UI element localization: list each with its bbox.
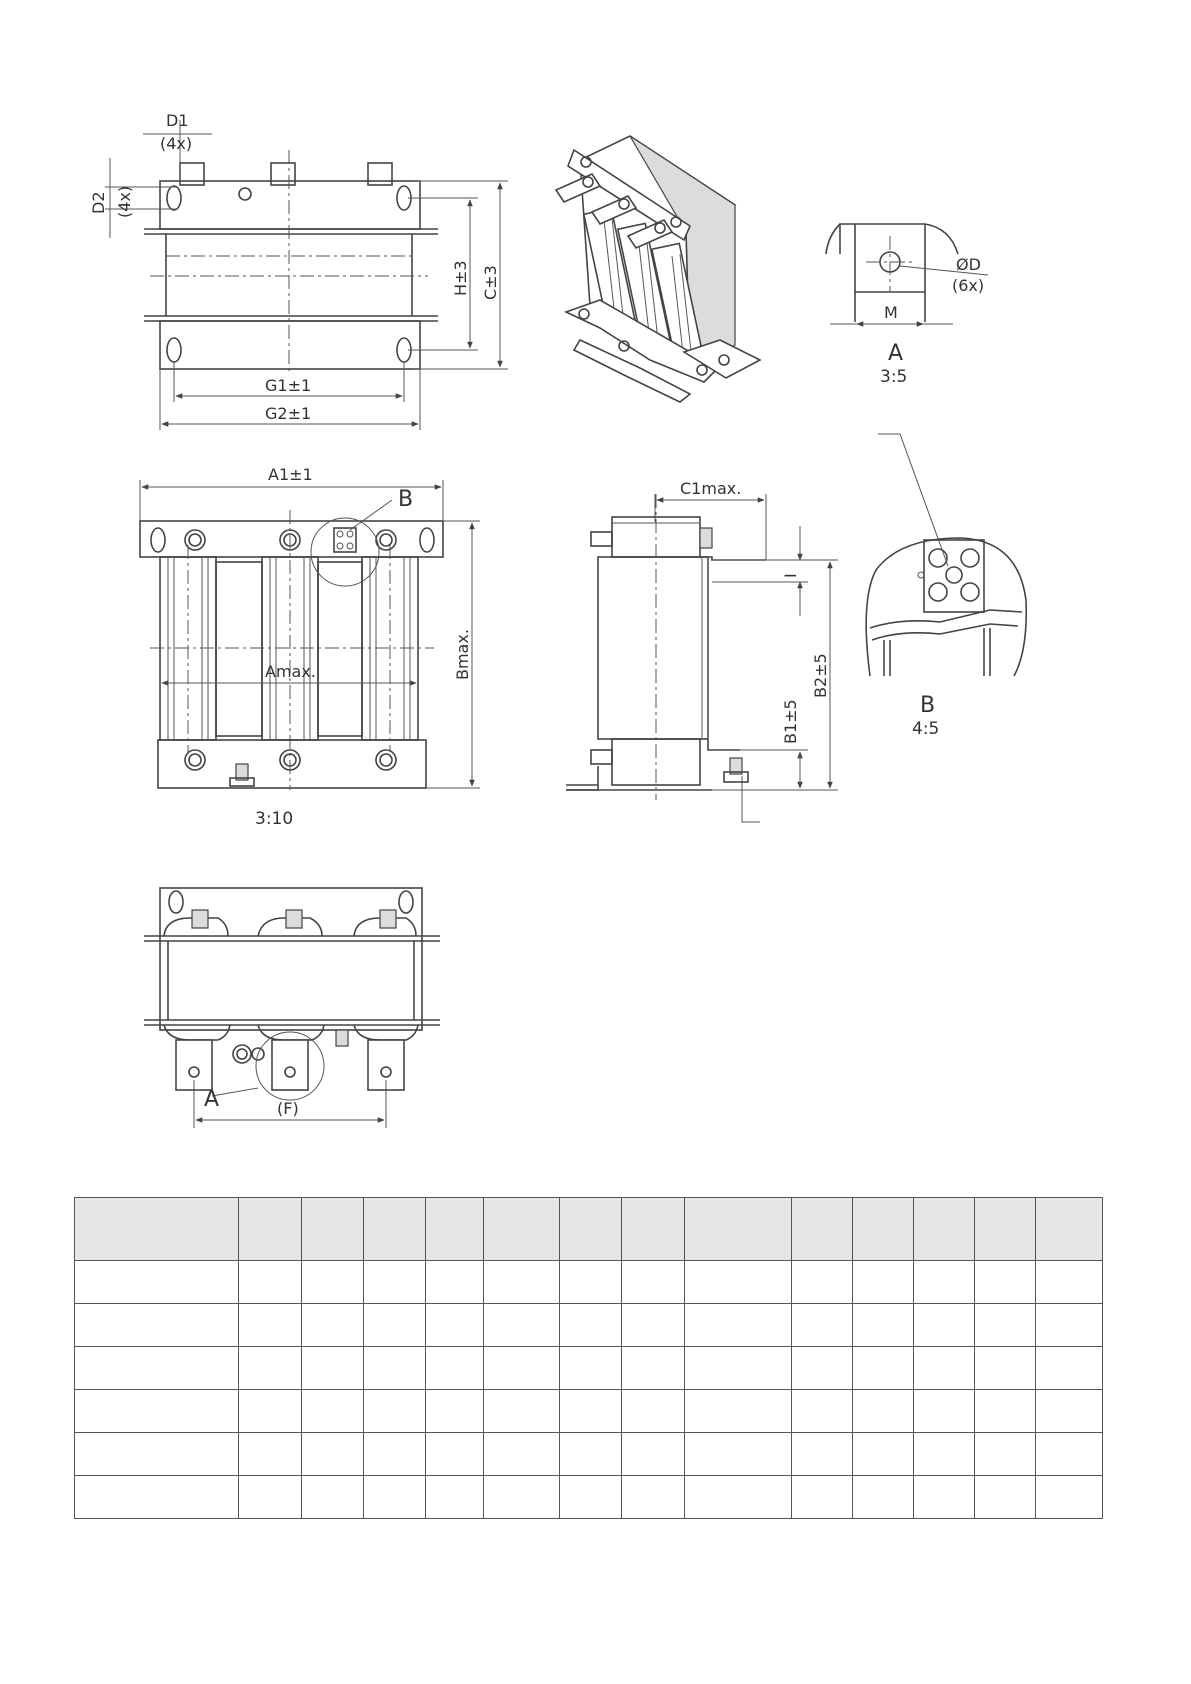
table-row: [75, 1476, 1103, 1519]
table-header-row: [75, 1198, 1103, 1261]
table-row: [75, 1304, 1103, 1347]
table-cell: [622, 1304, 685, 1347]
front-view-scale: 3:10: [255, 809, 294, 829]
table-cell: [622, 1433, 685, 1476]
table-cell: [852, 1433, 914, 1476]
b1-label: B1±5: [781, 699, 800, 744]
table-cell: [974, 1476, 1036, 1519]
table-cell: [75, 1261, 239, 1304]
bottom-view: [144, 888, 440, 1128]
table-cell: [75, 1347, 239, 1390]
bmax-label: Bmax.: [453, 629, 472, 680]
table-cell: [852, 1347, 914, 1390]
table-cell: [484, 1476, 559, 1519]
top-view: [89, 111, 508, 430]
table-cell: [559, 1433, 622, 1476]
table-cell: [852, 1476, 914, 1519]
h-label: H±3: [451, 260, 470, 296]
table-cell: [426, 1433, 484, 1476]
table-cell: [1036, 1304, 1103, 1347]
isometric-view: [556, 136, 760, 402]
side-view: [566, 479, 838, 822]
table-cell: [75, 1304, 239, 1347]
detail-a-scale: 3:5: [880, 367, 908, 387]
table-cell: [363, 1347, 426, 1390]
table-cell: [484, 1433, 559, 1476]
table-cell: [239, 1390, 302, 1433]
table-cell: [622, 1476, 685, 1519]
a-callout: A: [204, 1087, 220, 1112]
table-cell: [1036, 1347, 1103, 1390]
table-cell: [684, 1347, 791, 1390]
d1-count: (4x): [160, 134, 193, 153]
c-label: C±3: [481, 265, 500, 300]
table-cell: [974, 1347, 1036, 1390]
table-cell: [974, 1304, 1036, 1347]
table-cell: [1036, 1261, 1103, 1304]
table-cell: [239, 1476, 302, 1519]
header-cell: [622, 1198, 685, 1261]
table-cell: [363, 1304, 426, 1347]
header-cell: [426, 1198, 484, 1261]
table-cell: [302, 1476, 364, 1519]
detail-a: [826, 224, 988, 387]
header-cell: [302, 1198, 364, 1261]
table-row: [75, 1261, 1103, 1304]
a1-label: A1±1: [268, 465, 313, 484]
d2-label: D2: [89, 191, 108, 214]
detail-a-title: A: [888, 341, 904, 366]
dimension-table: [74, 1197, 1103, 1519]
table-cell: [559, 1304, 622, 1347]
table-row: [75, 1433, 1103, 1476]
header-cell: [974, 1198, 1036, 1261]
table-cell: [363, 1261, 426, 1304]
table-cell: [914, 1390, 974, 1433]
front-view: [140, 465, 480, 829]
table-cell: [363, 1476, 426, 1519]
table-row: [75, 1390, 1103, 1433]
g2-label: G2±1: [265, 404, 312, 423]
table-cell: [684, 1304, 791, 1347]
table-cell: [792, 1304, 852, 1347]
detail-b-scale: 4:5: [912, 719, 940, 739]
d1-label: D1: [166, 111, 189, 130]
table-cell: [484, 1304, 559, 1347]
header-cell: [852, 1198, 914, 1261]
table-body: [75, 1261, 1103, 1519]
b2-label: B2±5: [811, 653, 830, 698]
table-cell: [302, 1261, 364, 1304]
table-cell: [426, 1476, 484, 1519]
table-cell: [622, 1347, 685, 1390]
header-cell: [792, 1198, 852, 1261]
table-cell: [792, 1390, 852, 1433]
table-cell: [484, 1347, 559, 1390]
table-cell: [792, 1261, 852, 1304]
g1-label: G1±1: [265, 376, 312, 395]
table-cell: [426, 1304, 484, 1347]
header-cell: [1036, 1198, 1103, 1261]
table-cell: [559, 1476, 622, 1519]
table-cell: [559, 1390, 622, 1433]
table-cell: [302, 1390, 364, 1433]
table-cell: [302, 1304, 364, 1347]
f-label: (F): [277, 1099, 299, 1118]
m-label: M: [884, 303, 898, 322]
table-cell: [426, 1261, 484, 1304]
table-cell: [75, 1433, 239, 1476]
table-cell: [914, 1433, 974, 1476]
table-cell: [914, 1347, 974, 1390]
table-row: [75, 1347, 1103, 1390]
table-cell: [684, 1261, 791, 1304]
table-cell: [974, 1390, 1036, 1433]
table-cell: [559, 1261, 622, 1304]
table-cell: [239, 1304, 302, 1347]
header-cell: [684, 1198, 791, 1261]
table-cell: [792, 1347, 852, 1390]
table-cell: [852, 1261, 914, 1304]
header-cell: [363, 1198, 426, 1261]
table-cell: [302, 1433, 364, 1476]
od-count: (6x): [952, 276, 985, 295]
d2-count: (4x): [115, 185, 134, 218]
amax-label: Amax.: [265, 662, 316, 681]
table-cell: [792, 1476, 852, 1519]
table-cell: [302, 1347, 364, 1390]
table-cell: [1036, 1433, 1103, 1476]
table-cell: [622, 1390, 685, 1433]
detail-b: [866, 434, 1026, 739]
header-cell: [559, 1198, 622, 1261]
table-cell: [622, 1261, 685, 1304]
table-cell: [852, 1390, 914, 1433]
table-cell: [974, 1261, 1036, 1304]
table-cell: [684, 1433, 791, 1476]
table-cell: [1036, 1476, 1103, 1519]
detail-b-title: B: [920, 693, 936, 718]
table-cell: [239, 1347, 302, 1390]
table-cell: [684, 1476, 791, 1519]
b-callout: B: [398, 487, 414, 512]
table-cell: [75, 1476, 239, 1519]
table-cell: [239, 1433, 302, 1476]
od-label: ØD: [956, 255, 981, 274]
table-cell: [484, 1261, 559, 1304]
table-cell: [914, 1261, 974, 1304]
header-cell: [239, 1198, 302, 1261]
c1-label: C1max.: [680, 479, 742, 498]
table-cell: [914, 1476, 974, 1519]
table-cell: [239, 1261, 302, 1304]
table-cell: [852, 1304, 914, 1347]
table-cell: [792, 1433, 852, 1476]
table-cell: [559, 1347, 622, 1390]
table-cell: [684, 1390, 791, 1433]
table-cell: [363, 1390, 426, 1433]
table-cell: [974, 1433, 1036, 1476]
i-label: I: [781, 573, 800, 578]
header-cell: [914, 1198, 974, 1261]
table-cell: [426, 1347, 484, 1390]
table-cell: [1036, 1390, 1103, 1433]
table-cell: [484, 1390, 559, 1433]
table-cell: [426, 1390, 484, 1433]
table-cell: [914, 1304, 974, 1347]
header-cell: [484, 1198, 559, 1261]
header-cell: [75, 1198, 239, 1261]
table-cell: [363, 1433, 426, 1476]
table-cell: [75, 1390, 239, 1433]
